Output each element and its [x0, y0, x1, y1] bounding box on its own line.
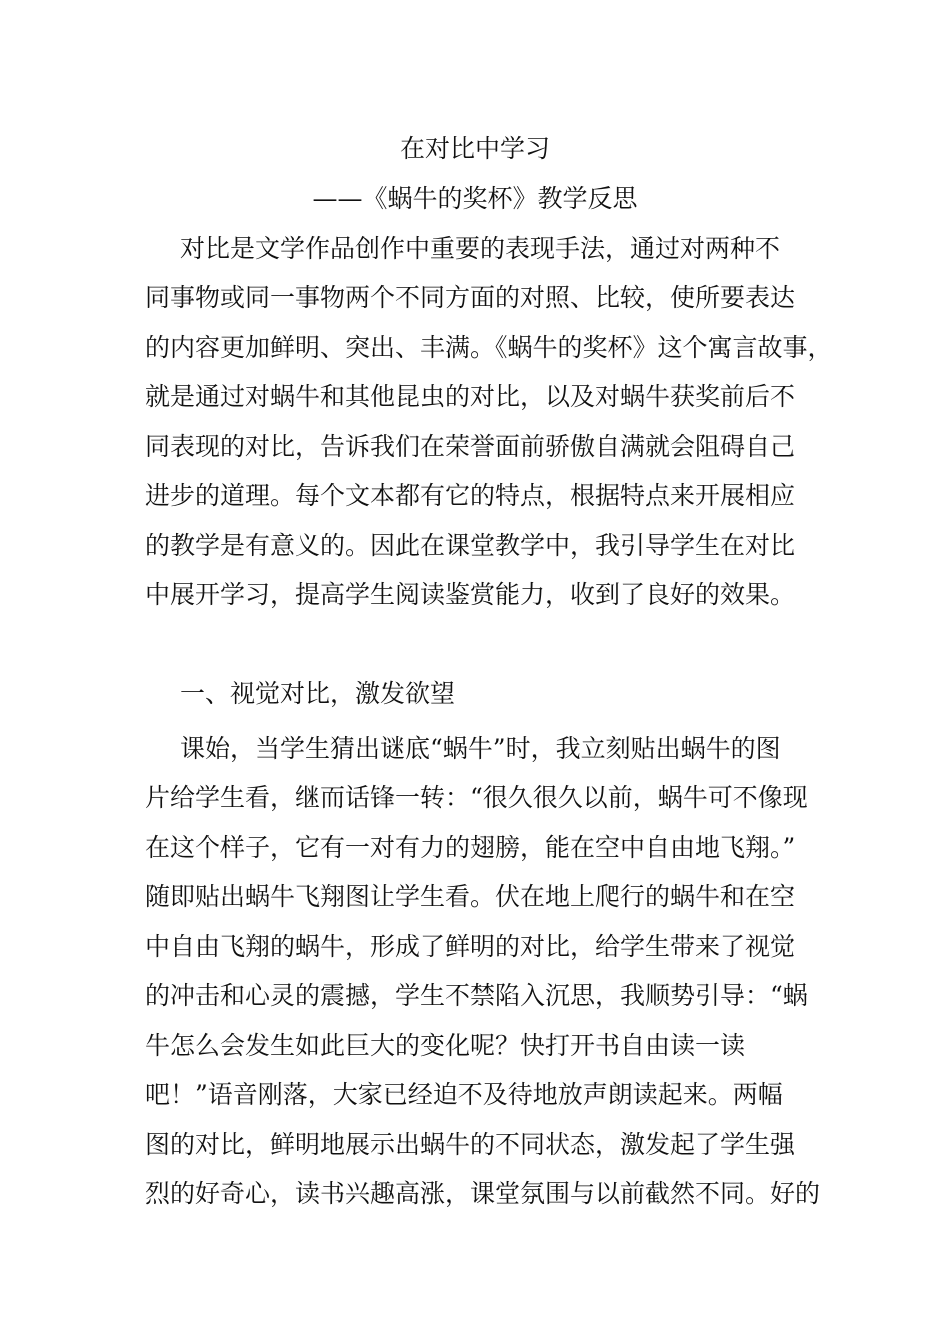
intro-line-7: 的教学是有意义的。因此在课堂教学中，我引导学生在对比 [145, 531, 796, 560]
section-1-line-3: 在这个样子，它有一对有力的翅膀，能在空中自由地飞翔。” [145, 833, 796, 862]
document-subtitle: ——《蜗牛的奖杯》教学反思 [312, 184, 638, 213]
section-1-heading: 一、视觉对比，激发欲望 [180, 679, 456, 708]
intro-line-4: 就是通过对蜗牛和其他昆虫的对比，以及对蜗牛获奖前后不 [145, 382, 796, 411]
intro-line-8: 中展开学习，提高学生阅读鉴赏能力，收到了良好的效果。 [145, 580, 796, 609]
intro-line-2: 同事物或同一事物两个不同方面的对照、比较，使所要表达 [145, 283, 796, 312]
intro-line-3: 的内容更加鲜明、突出、丰满。《蜗牛的奖杯》这个寓言故事， [145, 333, 833, 362]
section-1-line-1: 课始，当学生猜出谜底“蜗牛”时，我立刻贴出蜗牛的图 [180, 734, 781, 763]
section-1-line-5: 中自由飞翔的蜗牛，形成了鲜明的对比，给学生带来了视觉 [145, 932, 796, 961]
intro-line-5: 同表现的对比，告诉我们在荣誉面前骄傲自满就会阻碍自己 [145, 432, 796, 461]
section-1-line-2: 片给学生看，继而话锋一转：“很久很久以前，蜗牛可不像现 [145, 783, 808, 812]
section-1-line-8: 吧！”语音刚落，大家已经迫不及待地放声朗读起来。两幅 [145, 1080, 783, 1109]
intro-line-6: 进步的道理。每个文本都有它的特点，根据特点来开展相应 [145, 481, 796, 510]
section-1-line-10: 烈的好奇心，读书兴趣高涨，课堂氛围与以前截然不同。好的 [145, 1179, 821, 1208]
document-title: 在对比中学习 [399, 134, 550, 163]
section-1-line-4: 随即贴出蜗牛飞翔图让学生看。伏在地上爬行的蜗牛和在空 [145, 882, 796, 911]
section-1-line-6: 的冲击和心灵的震撼，学生不禁陷入沉思，我顺势引导：“蜗 [145, 981, 808, 1010]
section-1-line-9: 图的对比，鲜明地展示出蜗牛的不同状态，激发起了学生强 [145, 1130, 796, 1159]
section-1-line-7: 牛怎么会发生如此巨大的变化呢？快打开书自由读一读 [145, 1031, 746, 1060]
intro-line-1: 对比是文学作品创作中重要的表现手法，通过对两种不 [180, 234, 781, 263]
